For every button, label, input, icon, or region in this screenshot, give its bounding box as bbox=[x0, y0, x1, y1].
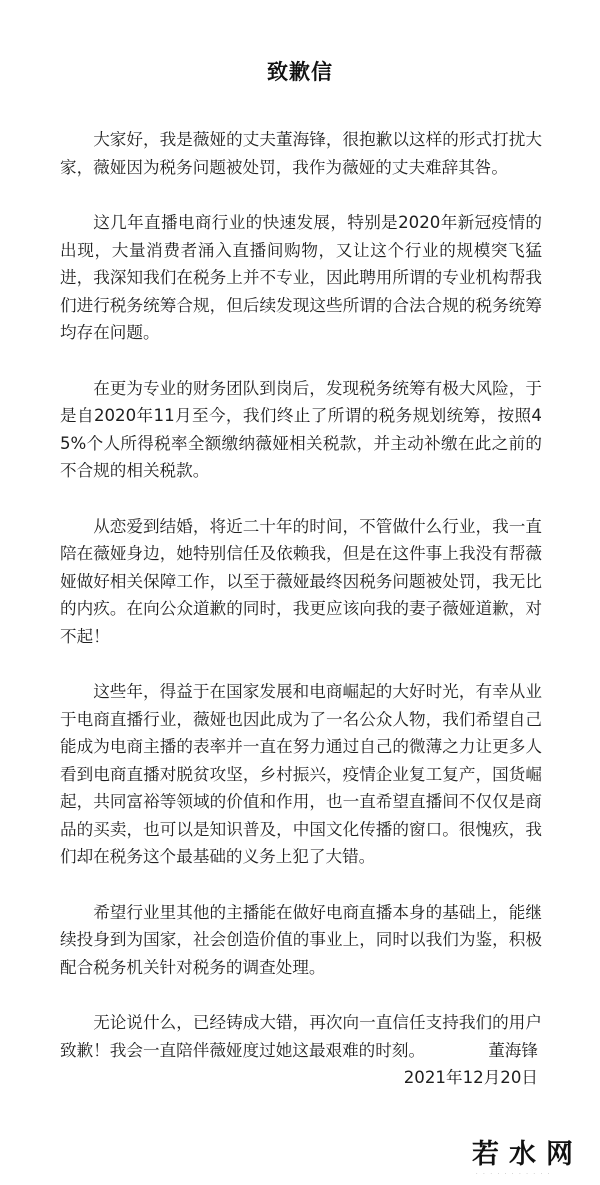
watermark-subtext-decoration: · · · · · · · · · · · bbox=[476, 1171, 552, 1177]
signature-date: 2021年12月20日 bbox=[403, 1068, 538, 1087]
paragraph-1: 大家好，我是薇娅的丈夫董海锋，很抱歉以这样的形式打扰大家，薇娅因为税务问题被处罚，我作为薇娅的丈夫难辞其咎。 bbox=[60, 130, 542, 177]
paragraph-4: 从恋爱到结婚，将近二十年的时间，不管做什么行业，我一直陪在薇娅身边，她特别信任及依赖我，但是在这件事上我没有帮薇娅做好相关保障工作，以至于薇娅最终因税务问题被处罚，我无比的内疚。在向公众道歉的同时，我更应该向我的妻子薇娅道歉，对不起！ bbox=[60, 516, 542, 646]
signature-name: 董海锋 bbox=[488, 1041, 538, 1060]
paragraph-2: 这几年直播电商行业的快速发展，特别是2020年新冠疫情的出现，大量消费者涌入直播间购物，又让这个行业的规模突飞猛进，我深知我们在税务上并不专业，因此聘用所谓的专业机构帮我们进行税务统筹合规，但后续发现这些所谓的合法合规的税务统筹均存在问题。 bbox=[60, 213, 542, 342]
letter-title: 致歉信 bbox=[267, 60, 333, 84]
paragraph-5: 这些年，得益于在国家发展和电商崛起的大好时光，有幸从业于电商直播行业，薇娅也因此成为了一名公众人物，我们希望自己能成为电商主播的表率并一直在努力通过自己的微薄之力让更多人看到电商直播对脱贫攻坚，乡村振兴，疫情企业复工复产，国货崛起，共同富裕等领域的价值和作用，也一直希望直播间不仅仅是商品的买卖，也可以是知识普及，中国文化传播的窗口。很愧疚，我们却在税务这个最基础的义务上犯了大错。 bbox=[60, 682, 542, 866]
watermark bbox=[462, 1140, 600, 1185]
paragraph-3: 在更为专业的财务团队到岗后，发现税务统筹有极大风险，于是自2020年11月至今，我们终止了所谓的税务规划统筹，按照45%个人所得税率全额缴纳薇娅相关税款，并主动补缴在此之前的不合规的相关税款。 bbox=[60, 378, 542, 480]
letter-body bbox=[60, 126, 542, 1092]
signature-block bbox=[404, 1037, 538, 1091]
paragraph-7: 无论说什么，已经铸成大错，再次向一直信任支持我们的用户致歉！我会一直陪伴薇娅度过她这最艰难的时刻。 bbox=[60, 1013, 542, 1060]
paragraph-6: 希望行业里其他的主播能在做好电商直播本身的基础上，能继续投身到为国家，社会创造价值的事业上，同时以我们为鉴，积极配合税务机关针对税务的调查处理。 bbox=[60, 902, 542, 977]
watermark-text: 若水网 bbox=[472, 1139, 583, 1170]
